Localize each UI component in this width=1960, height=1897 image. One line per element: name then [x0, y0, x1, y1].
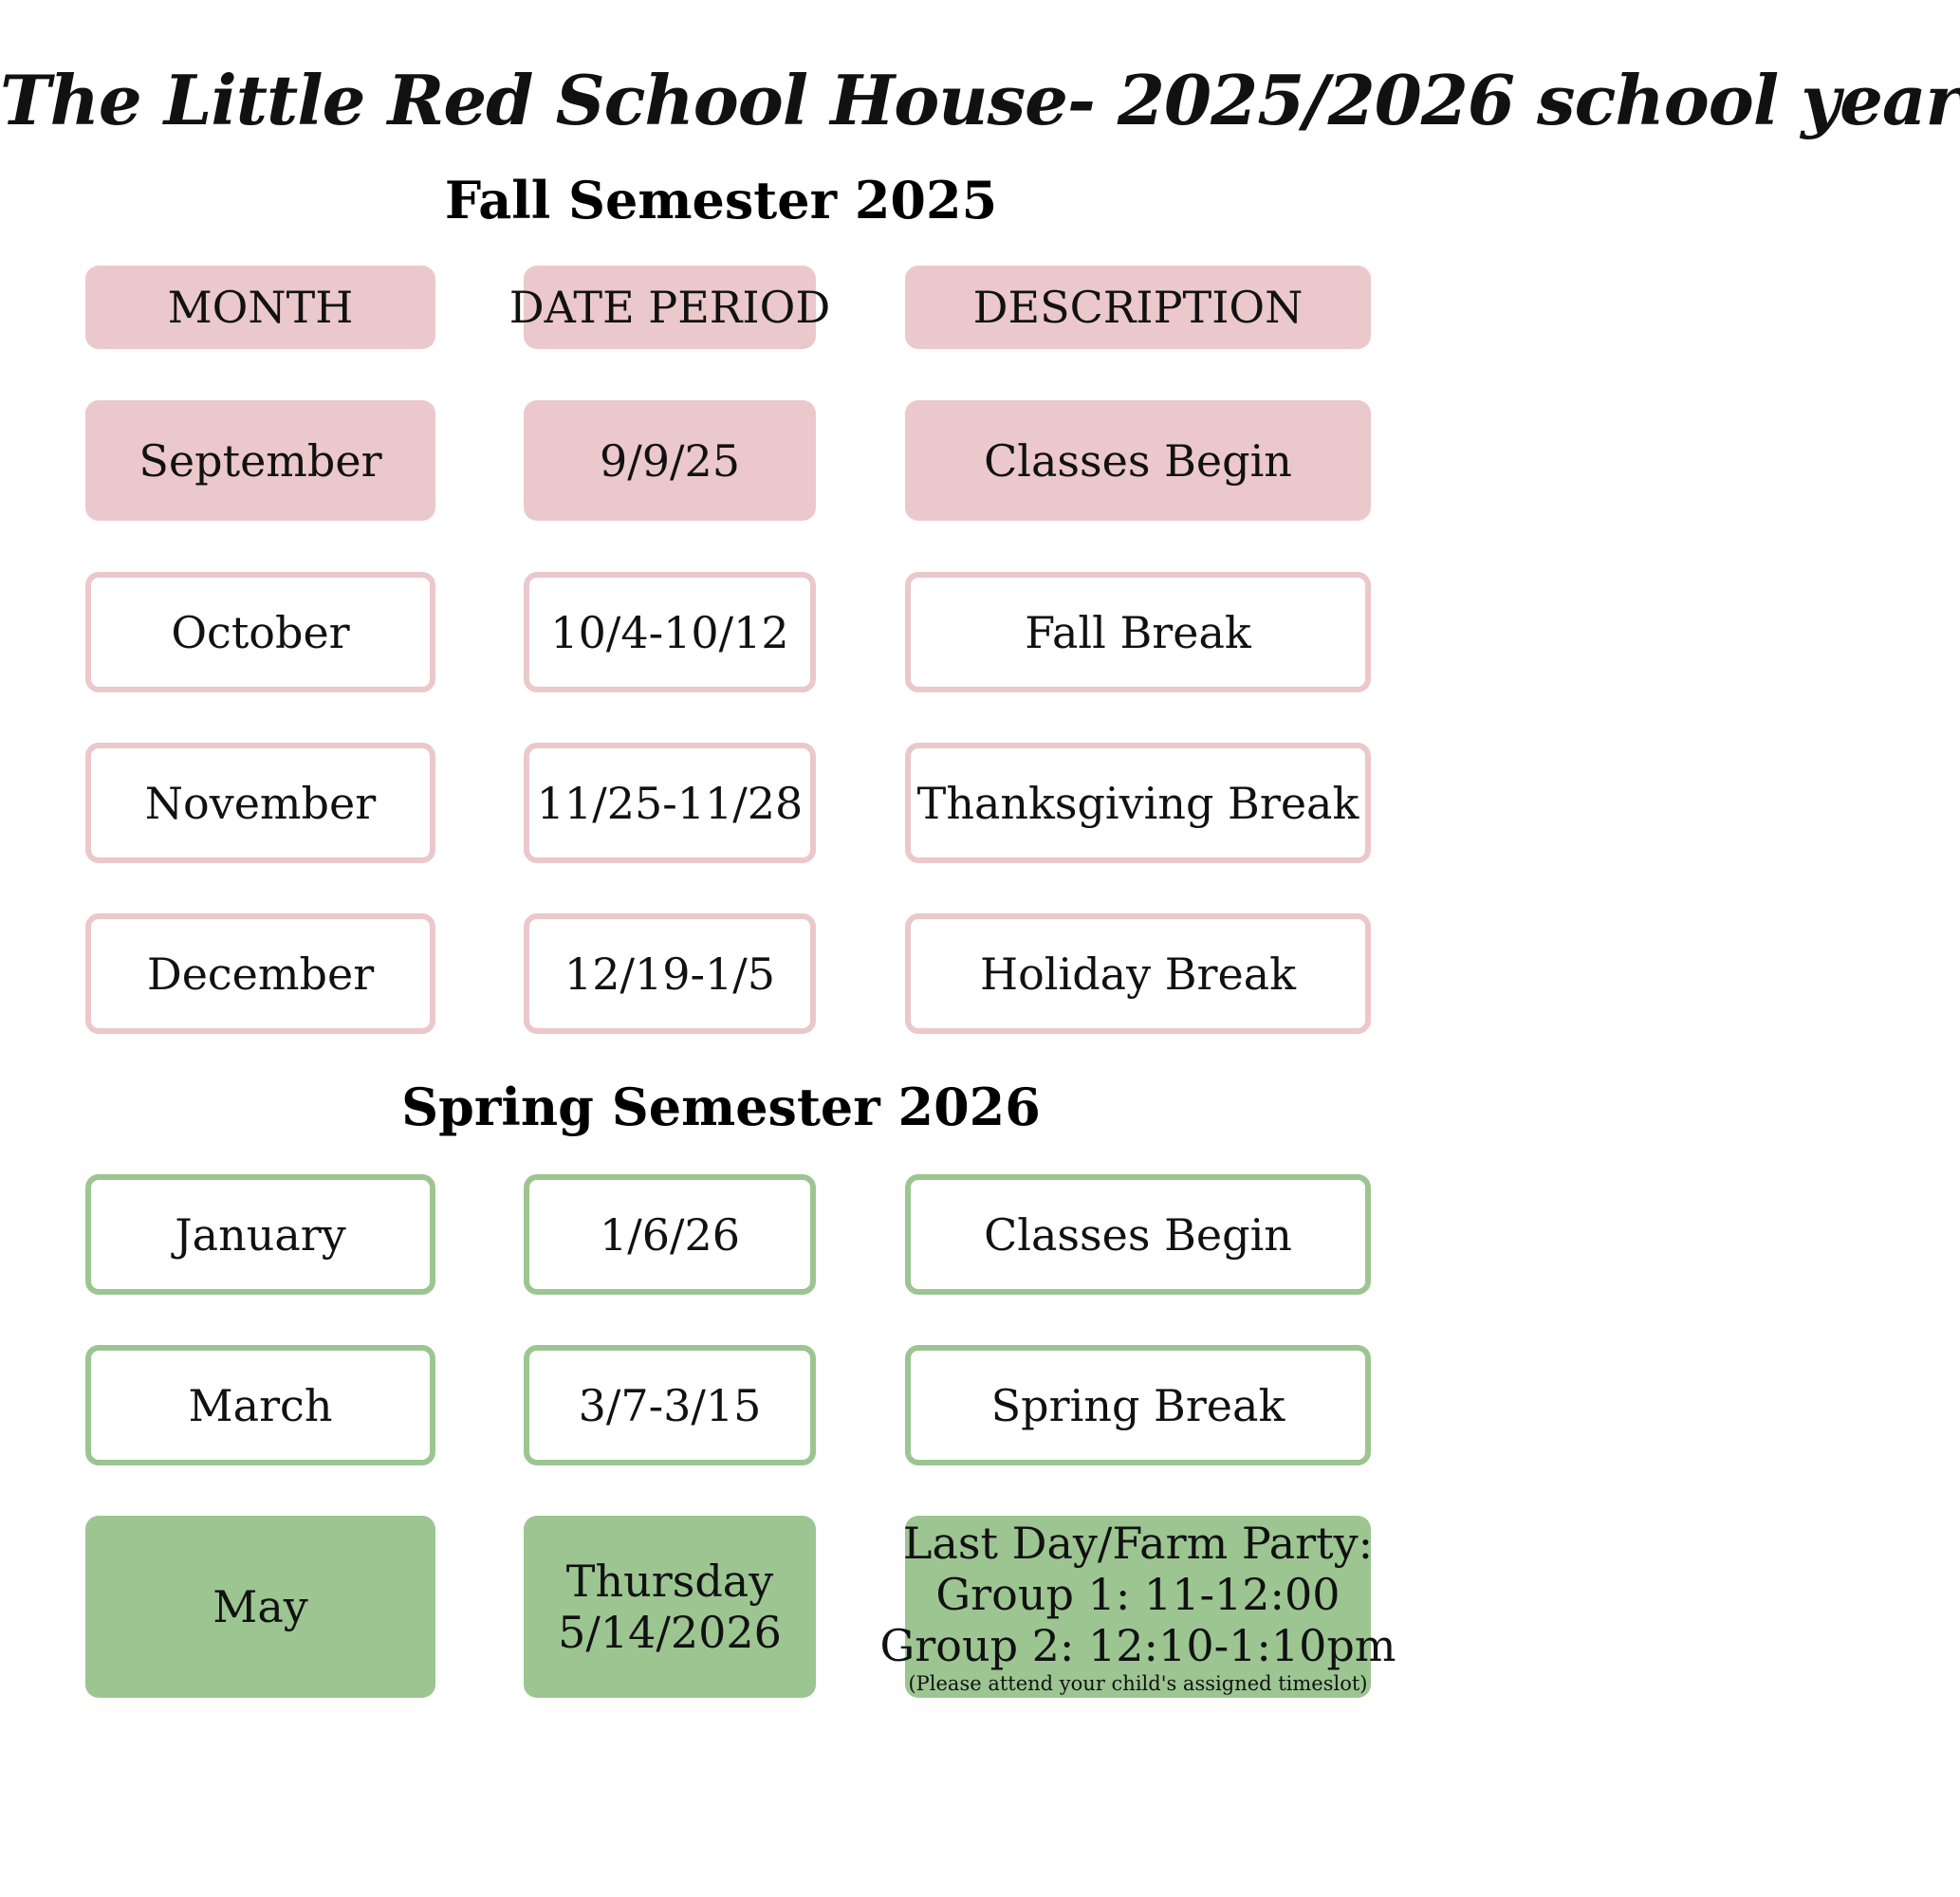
date-weekday: Thursday [565, 1556, 774, 1607]
description-cell-january: Classes Begin [905, 1174, 1371, 1295]
description-cell-october: Fall Break [905, 572, 1371, 692]
month-cell-december: December [85, 913, 435, 1034]
group-2-time: Group 2: 12:10-1:10pm [879, 1620, 1396, 1671]
month-cell-november: November [85, 743, 435, 863]
date-cell-march: 3/7-3/15 [524, 1345, 816, 1465]
header-description: DESCRIPTION [905, 266, 1371, 349]
description-cell-november: Thanksgiving Break [905, 743, 1371, 863]
description-cell-december: Holiday Break [905, 913, 1371, 1034]
month-cell-march: March [85, 1345, 435, 1465]
page-title: The Little Red School House- 2025/2026 school year [0, 60, 1960, 140]
date-cell-october: 10/4-10/12 [524, 572, 816, 692]
group-1-time: Group 1: 11-12:00 [935, 1569, 1341, 1620]
date-value: 5/14/2026 [558, 1607, 782, 1658]
spring-semester-heading: Spring Semester 2026 [401, 1077, 1041, 1137]
header-month: MONTH [85, 266, 435, 349]
description-cell-march: Spring Break [905, 1345, 1371, 1465]
date-cell-november: 11/25-11/28 [524, 743, 816, 863]
date-cell-january: 1/6/26 [524, 1174, 816, 1295]
last-day-label: Last Day/Farm Party: [902, 1518, 1374, 1569]
fall-semester-heading: Fall Semester 2025 [444, 170, 998, 230]
month-cell-october: October [85, 572, 435, 692]
month-cell-may: May [85, 1516, 435, 1698]
timeslot-note: (Please attend your child's assigned timeslot) [908, 1672, 1368, 1695]
description-cell-september: Classes Begin [905, 400, 1371, 521]
description-cell-may [879, 1516, 1396, 1698]
date-cell-december: 12/19-1/5 [524, 913, 816, 1034]
date-cell-may [524, 1516, 816, 1698]
header-date-period: DATE PERIOD [524, 266, 816, 349]
date-cell-september: 9/9/25 [524, 400, 816, 521]
month-cell-september: September [85, 400, 435, 521]
month-cell-january: January [85, 1174, 435, 1295]
